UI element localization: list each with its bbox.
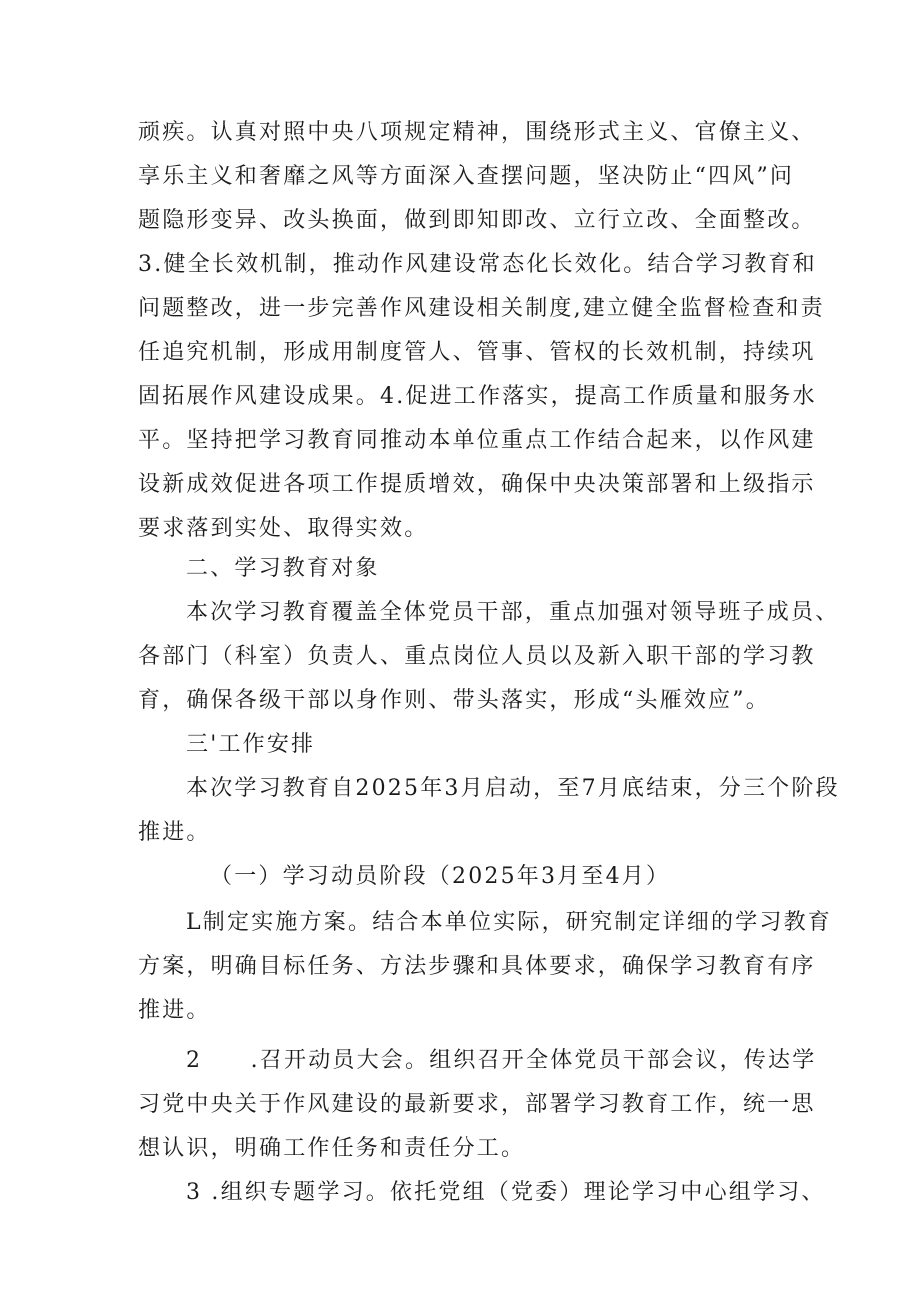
text-line: 顽疾。认真对照中央八项规定精神，围绕形式主义、官僚主义、 [138, 120, 816, 145]
text-line: 固拓展作风建设成果。4.促进工作落实，提高工作质量和服务水 [138, 384, 817, 409]
text-line: 设新成效促进各项工作提质增效，确保中央决策部署和上级指示 [138, 472, 816, 497]
text-line: 题隐形变异、改头换面，做到即知即改、立行立改、全面整改。 [138, 208, 816, 233]
text-line: 习党中央关于作风建设的最新要求，部署学习教育工作，统一思 [138, 1092, 816, 1117]
text-line: 推进。 [138, 820, 211, 845]
text-line: 想认识，明确工作任务和责任分工。 [138, 1136, 526, 1161]
text-line: 3 .组织专题学习。依托党组（党委）理论学习中心组学习、 [186, 1180, 826, 1205]
text-line: 享乐主义和奢靡之风等方面深入查摆问题，坚决防止“四风”问 [138, 164, 795, 189]
subsection-heading: （一）学习动员阶段（2025年3月至4月） [210, 864, 671, 889]
text-line: 要求落到实处、取得实效。 [138, 516, 429, 541]
text-line: 育，确保各级干部以身作则、带头落实，形成“头雁效应”。 [138, 688, 770, 713]
text-line: 平。坚持把学习教育同推动本单位重点工作结合起来，以作风建 [138, 428, 816, 453]
text-line: 推进。 [138, 998, 211, 1023]
section-heading: 三'工作安排 [186, 732, 316, 757]
text-line: 任追究机制，形成用制度管人、管事、管权的长效机制，持续巩 [138, 340, 816, 365]
text-line: 各部门（科室）负责人、重点岗位人员以及新入职干部的学习教 [138, 644, 816, 669]
text-line: 本次学习教育覆盖全体党员干部，重点加强对领导班子成员、 [186, 600, 840, 625]
text-line: 本次学习教育自2025年3月启动，至7月底结束，分三个阶段 [186, 776, 840, 801]
text-line: 3.健全长效机制，推动作风建设常态化长效化。结合学习教育和 [138, 252, 817, 277]
text-line: 方案，明确目标任务、方法步骤和具体要求，确保学习教育有序 [138, 954, 816, 979]
text-line: 问题整改，进一步完善作风建设相关制度,建立健全监督检查和责 [138, 296, 825, 321]
text-line: L制定实施方案。结合本单位实际，研究制定详细的学习教育 [186, 910, 833, 935]
text-line: 2 .召开动员大会。组织召开全体党员干部会议，传达学 [186, 1048, 817, 1073]
section-heading: 二、学习教育对象 [186, 556, 380, 581]
